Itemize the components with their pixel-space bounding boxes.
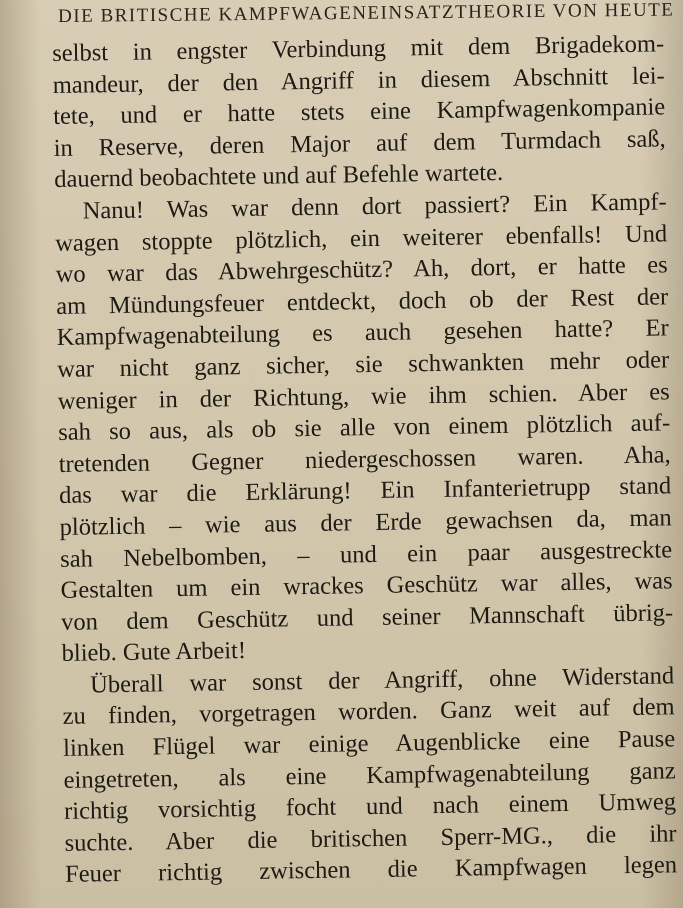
text-line: von dem Geschütz und seiner Mannschaft übrig- (60, 599, 674, 636)
text-line: Feuer richtig zwischen die Kampfwagen legen (64, 851, 678, 889)
text-line: Überall war sonst der Angriff, ohne Widerstand (89, 662, 675, 699)
text-line: blieb. Gute Arbeit! (61, 637, 247, 668)
paragraph (62, 660, 677, 891)
text-line: wagen stoppte plötzlich, ein weiterer ebenfalls! Und (55, 219, 668, 257)
body-text (52, 28, 677, 891)
text-line: sah so aus, als ob sie alle von einem plötzlich auf- (57, 409, 671, 447)
paragraph (52, 28, 666, 196)
text-line: eingetreten, als eine Kampfwagenabteilung ganz (63, 756, 676, 794)
text-line: linken Flügel war einige Augenblicke eine Pause (62, 725, 676, 762)
text-line: zu finden, vorgetragen worden. Ganz weit auf dem (62, 693, 675, 731)
text-line: am Mündungsfeuer entdeckt, doch ob der Rest der (56, 283, 669, 320)
text-line: suchte. Aber die britischen Sperr-MG., die ihr (64, 820, 677, 857)
text-line: war nicht ganz sicher, sie schwankten mehr oder (56, 346, 670, 383)
text-line: dauernd beobachtete und auf Befehle wartete. (54, 159, 504, 194)
text-line: richtig vorsichtig focht und nach einem Umweg (63, 788, 677, 826)
text-line: Nanu! Was war denn dort passiert? Ein Kampf- (82, 188, 667, 225)
text-line: tretenden Gegner niedergeschossen waren. Aha, (58, 441, 671, 478)
text-line: sah Nebelbomben, – und ein paar ausgestreckte (59, 535, 673, 573)
text-line: tete, und er hatte stets eine Kampfwagenkompanie (53, 93, 666, 131)
text-line: selbst in engster Verbindung mit dem Brigadekom- (52, 30, 665, 67)
text-line: Kampfwagenabteilung es auch gesehen hatte? Er (56, 314, 669, 352)
text-line: weniger in der Richtung, wie ihm schien. Aber es (57, 377, 670, 415)
text-line: mandeur, der den Angriff in diesem Abschnitt lei- (52, 61, 665, 99)
running-head: DIE BRITISCHE KAMPFWAGENEINSATZTHEORIE VON HEUTE (58, 0, 675, 27)
paragraph (54, 186, 673, 669)
text-line: in Reserve, deren Major auf dem Turmdach saß, (53, 125, 666, 162)
text-line: wo war das Abwehrgeschütz? Ah, dort, er hatte es (55, 251, 668, 289)
text-line: plötzlich – wie aus der Erde gewachsen da, man (59, 504, 672, 541)
text-line: Gestalten um ein wrackes Geschütz war alles, was (60, 567, 673, 605)
text-line: das war die Erklärung! Ein Infanterietrupp stand (58, 472, 672, 510)
